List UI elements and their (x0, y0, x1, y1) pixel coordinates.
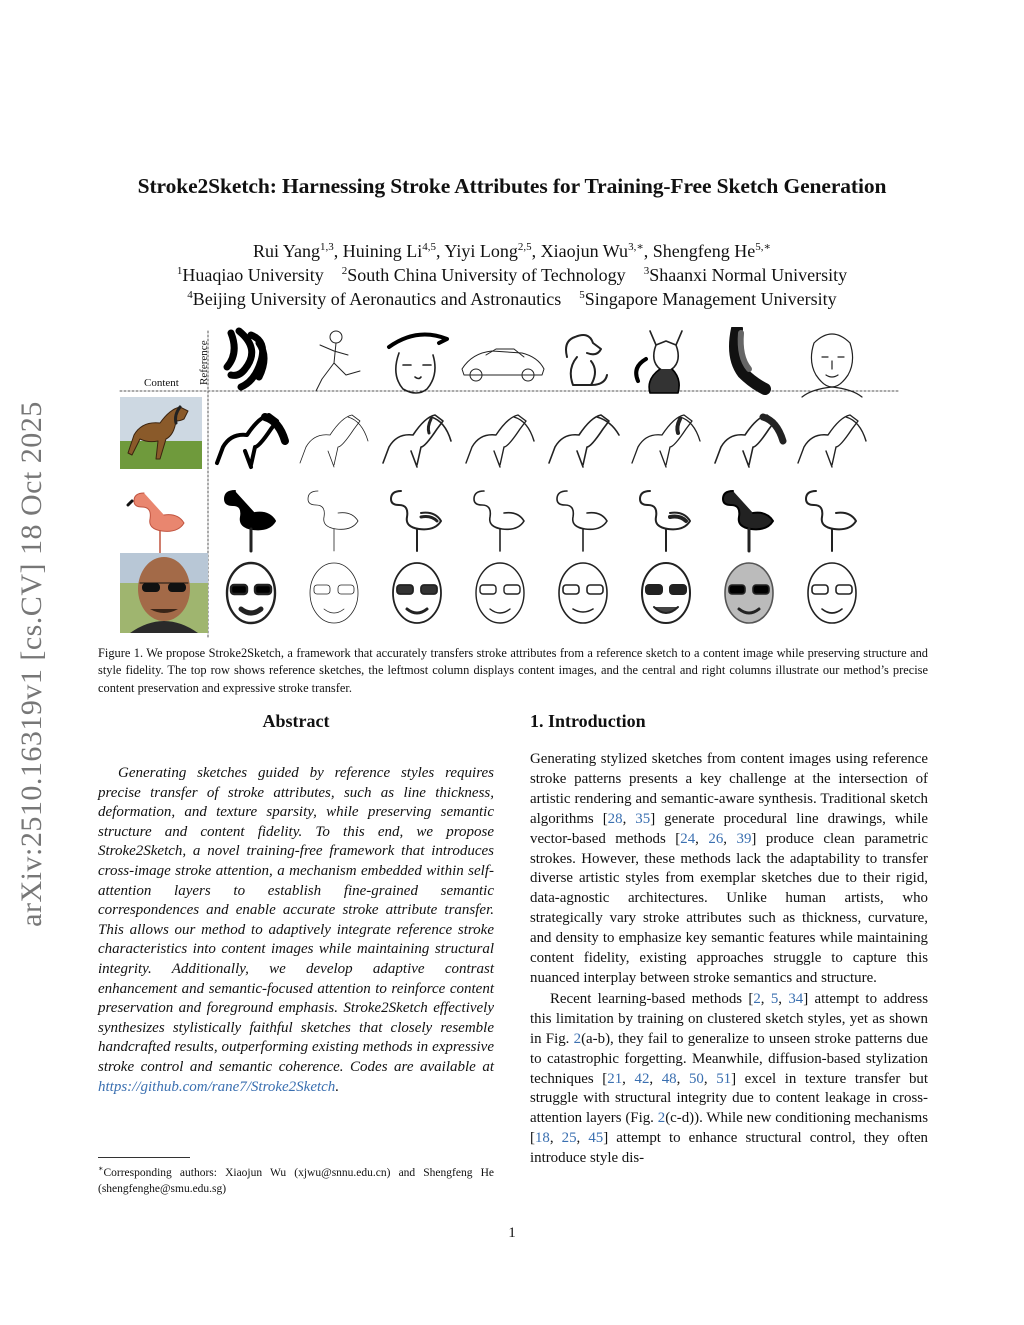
result-flamingo-3 (391, 491, 441, 551)
result-flamingo-8 (806, 491, 856, 551)
citation-link[interactable]: 45 (588, 1130, 604, 1147)
cartoon-dog-icon (566, 335, 607, 385)
paper-title: Stroke2Sketch: Harnessing Stroke Attributes for Training-Free Sketch Generation (137, 174, 887, 198)
text-run: , (549, 1130, 562, 1147)
result-horse-4 (466, 415, 534, 467)
text-run: , (676, 1070, 689, 1087)
code-repository-link[interactable]: https://github.com/rane7/Stroke2Sketch (98, 1078, 336, 1095)
author-name: Rui Yang (252, 241, 321, 261)
result-horse-8 (798, 415, 866, 467)
author-name: Xiaojun Wu (540, 241, 629, 261)
result-horse-3 (383, 415, 451, 467)
author-affiliation-mark: 1,3 (320, 241, 334, 253)
result-face-2 (310, 563, 358, 623)
citation-link[interactable]: 35 (635, 810, 651, 827)
result-face-6 (642, 563, 690, 623)
anime-boy-icon (389, 335, 447, 394)
citation-link[interactable]: 24 (680, 830, 696, 847)
affiliations-line-1 (60, 265, 964, 286)
text-run: (a-b), they fail to generalize to unseen stroke patterns due to catastrophic forgetting. Meanwhile, diffusion-based stylization techniques [ (530, 1030, 928, 1087)
result-horse-1 (217, 415, 285, 467)
result-face-1 (227, 563, 275, 623)
result-horse-5 (549, 415, 619, 467)
result-horse-6 (632, 415, 700, 467)
footnote-rule (98, 1157, 190, 1158)
citation-link[interactable]: 39 (736, 830, 752, 847)
introduction-body (530, 750, 928, 1169)
affiliation-gap (626, 265, 644, 285)
running-girl-icon (316, 331, 360, 391)
man-portrait-icon (802, 334, 862, 397)
citation-link[interactable]: 26 (708, 830, 724, 847)
figure-1-grid (96, 327, 928, 639)
result-flamingo-6 (640, 491, 690, 551)
author-name: Yiyi Long (444, 241, 518, 261)
author-separator: , (333, 241, 343, 261)
text-run: ] excel in texture transfer but struggle with structural integrity due to content leakage in cross-attention layers (Fig. (530, 1070, 928, 1127)
footnote-mark: ∗ (98, 1164, 104, 1173)
introduction-paragraph-2 (530, 990, 928, 1169)
man-with-sunglasses-photo (120, 553, 208, 633)
reference-label: Reference (198, 340, 210, 385)
ink-swirl-icon (227, 331, 264, 387)
text-run: , (703, 1070, 717, 1087)
introduction-paragraph-1 (530, 750, 928, 989)
footnote-text: Corresponding authors: Xiaojun Wu (xjwu@snnu.edu.cn) and Shengfeng He (shengfenghe@smu.edu.sg) (98, 1166, 494, 1195)
flamingo-results-row (225, 491, 856, 551)
text-run: ] attempt to address this limitation by training on clustered sketch styles, yet as shown in Fig. (530, 990, 928, 1047)
result-face-5 (559, 563, 607, 623)
affiliation-mark: 3 (643, 265, 650, 277)
author-separator: , (436, 241, 445, 261)
text-run: ] produce clean parametric strokes. However, these methods lack the adaptability to transfer diverse artistic styles from exemplar sketches due to their rigid, data-agnostic architectures. Unlike human artists, who strategically vary stroke attributes such as thickness, curvature, and density to emphasize key semantic features while maintaining content fidelity, existing approaches struggle to capture this nuanced interplay between stroke semantics and structure. (530, 830, 928, 986)
abstract-body (98, 764, 494, 1097)
affiliation-name: Beijing University of Aeronautics and Astronautics (192, 289, 562, 309)
text-run: , (649, 1070, 662, 1087)
author-separator: , (643, 241, 653, 261)
citation-link[interactable]: 50 (688, 1070, 704, 1087)
citation-link[interactable]: 21 (607, 1070, 623, 1087)
citation-link[interactable]: 2 (753, 990, 761, 1007)
page-number: 1 (508, 1225, 516, 1241)
text-run: , (622, 810, 636, 827)
affiliation-name: Shaanxi Normal University (649, 265, 848, 285)
fox-icon (636, 331, 682, 393)
affiliation-mark: 4 (187, 289, 193, 301)
citation-link[interactable]: 25 (561, 1130, 577, 1147)
affiliation-name: Huaqiao University (182, 265, 324, 285)
introduction-heading: 1. Introduction (530, 711, 646, 731)
content-label: Content (144, 377, 179, 389)
text-run: , (695, 830, 709, 847)
author-list (60, 240, 964, 262)
citation-link[interactable]: 48 (661, 1070, 677, 1087)
citation-link[interactable]: 28 (607, 810, 623, 827)
citation-link[interactable]: 34 (788, 990, 804, 1007)
ink-squirrel-tail-icon (735, 329, 765, 389)
affiliation-name: South China University of Technology (347, 265, 626, 285)
author-affiliation-mark: 2,5 (517, 241, 532, 253)
author-affiliation-mark: 5,∗ (755, 241, 772, 253)
result-face-3 (393, 563, 441, 623)
affiliation-mark: 1 (176, 265, 183, 277)
citation-link[interactable]: 2 (657, 1110, 666, 1127)
result-horse-2 (300, 415, 368, 467)
result-flamingo-7 (723, 491, 773, 551)
author-affiliation-mark: 4,5 (422, 241, 437, 253)
result-flamingo-5 (557, 491, 607, 551)
text-run: (c-d)). While new conditioning mechanisms [ (530, 1110, 929, 1147)
result-flamingo-4 (474, 491, 524, 551)
corresponding-authors-footnote (98, 1161, 494, 1197)
result-face-8 (808, 563, 856, 623)
text-run: ] generate procedural line drawings, while vector-based methods [ (530, 810, 928, 847)
horse-photo (120, 397, 202, 469)
abstract-end: . (335, 1078, 340, 1095)
text-run: Generating stylized sketches from content images using reference stroke patterns presents a key challenge at the intersection of artistic rendering and semantic-aware synthesis. Traditional sketch algorithms [ (530, 751, 928, 827)
affiliation-gap (561, 289, 579, 309)
affiliation-name: Singapore Management University (584, 289, 837, 309)
result-flamingo-1 (225, 491, 275, 551)
author-affiliation-mark: 3,∗ (628, 241, 644, 253)
face-results-row (227, 563, 856, 623)
result-face-4 (476, 563, 524, 623)
arxiv-margin-stamp: arXiv:2510.16319v1 [cs.CV] 18 Oct 2025 (15, 401, 48, 927)
text-run: Recent learning-based methods [ (550, 990, 754, 1007)
sports-car-icon (462, 349, 544, 381)
result-face-7 (725, 563, 773, 623)
text-run: , (760, 990, 771, 1007)
abstract-heading: Abstract (262, 711, 330, 731)
result-flamingo-2 (308, 491, 358, 551)
text-run: ] attempt to enhance structural control, they often introduce style dis- (530, 1130, 928, 1167)
affiliations-line-2 (60, 289, 964, 310)
flamingo-photo (120, 483, 202, 555)
text-run: , (622, 1070, 635, 1087)
abstract-text: Generating sketches guided by reference styles requires precise transfer of stroke attributes, such as line thickness, deformation, and texture sparsity, while preserving semantic structure and content fidelity. To this end, we propose Stroke2Sketch, a novel training-free framework that introduces cross-image stroke attention, a mechanism embedded within self-attention layers to establish fine-grained semantic correspondences and enable accurate stroke attribute transfer. This allows our method to adaptively integrate reference stroke characteristics into content images while maintaining structural integrity. Additionally, we develop adaptive contrast enhancement and semantic-focused attention to reinforce content preservation and foreground emphasis. Stroke2Sketch effectively synthesizes stylistically faithful sketches that closely resemble handcrafted results, outperforming existing methods in expressive stroke control and semantic coherence. Codes are available at (98, 765, 494, 1075)
text-run: , (576, 1130, 589, 1147)
author-name: Huining Li (342, 241, 423, 261)
affiliation-gap (324, 265, 342, 285)
citation-link[interactable]: 42 (634, 1070, 650, 1087)
text-run: , (723, 830, 737, 847)
affiliation-mark: 2 (341, 265, 348, 277)
citation-link[interactable]: 18 (534, 1130, 550, 1147)
citation-link[interactable]: 2 (573, 1030, 582, 1047)
citation-link[interactable]: 5 (770, 990, 779, 1007)
author-separator: , (531, 241, 541, 261)
citation-link[interactable]: 51 (716, 1070, 732, 1087)
figure-1-caption: Figure 1. We propose Stroke2Sketch, a framework that accurately transfers stroke attributes from a reference sketch to a content image while preserving structure and style fidelity. The top row shows reference sketches, the leftmost column displays content images, and the central and right columns illustrate our method’s precise content preservation and expressive stroke transfer. (98, 646, 928, 695)
text-run: , (778, 990, 789, 1007)
author-name: Shengfeng He (652, 241, 756, 261)
affiliation-mark: 5 (579, 289, 585, 301)
result-horse-7 (715, 415, 783, 467)
horse-results-row (217, 415, 866, 467)
